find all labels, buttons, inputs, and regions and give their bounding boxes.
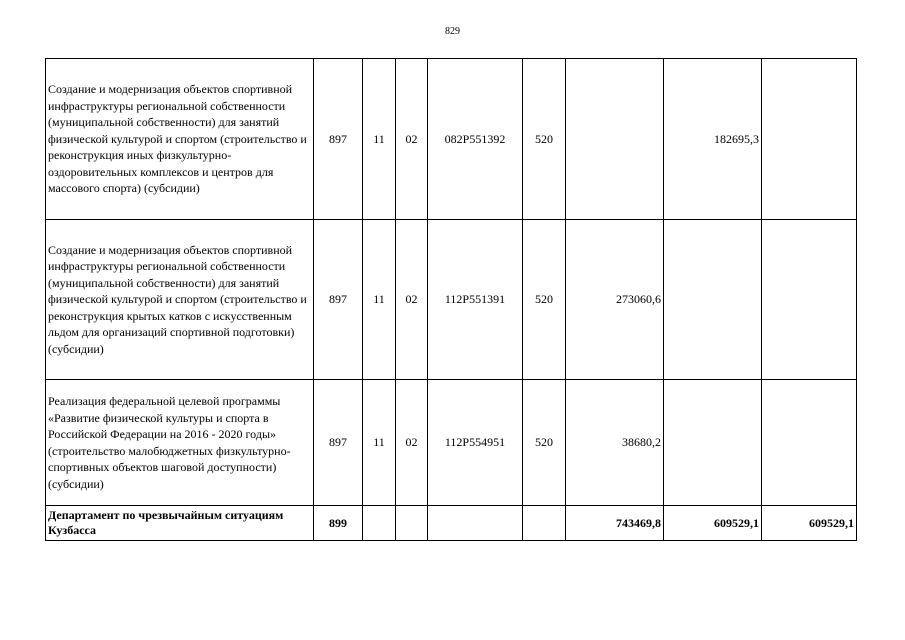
table-row <box>46 59 857 220</box>
sum1-cell: 743469,8 <box>566 506 664 541</box>
sum3-cell <box>762 380 857 506</box>
table-row <box>46 220 857 380</box>
csr-cell: 112P554951 <box>428 380 523 506</box>
page-number: 829 <box>445 26 460 37</box>
row-name-cell: Создание и модернизация объектов спортивной инфраструктуры региональной собственности (муниципальной собственности) для занятий физической культурой и спортом (строительство и реконструкция крытых катков с искусственным льдом для организаций спортивной подготовки) (субсидии) <box>46 220 314 380</box>
ved-cell: 897 <box>314 220 363 380</box>
pr-cell: 02 <box>396 220 428 380</box>
sum2-cell <box>664 220 762 380</box>
csr-cell <box>428 506 523 541</box>
pr-cell: 02 <box>396 59 428 220</box>
rz-cell: 11 <box>363 220 396 380</box>
row-name-cell: Департамент по чрезвычайным ситуациям Кузбасса <box>46 506 314 541</box>
sum2-cell: 182695,3 <box>664 59 762 220</box>
sum1-cell: 38680,2 <box>566 380 664 506</box>
sum3-cell: 609529,1 <box>762 506 857 541</box>
sum3-cell <box>762 59 857 220</box>
sum3-cell <box>762 220 857 380</box>
ved-cell: 899 <box>314 506 363 541</box>
ved-cell: 897 <box>314 380 363 506</box>
rz-cell: 11 <box>363 380 396 506</box>
vr-cell: 520 <box>523 59 566 220</box>
vr-cell: 520 <box>523 380 566 506</box>
sum2-cell: 609529,1 <box>664 506 762 541</box>
row-name-cell: Реализация федеральной целевой программы «Развитие физической культуры и спорта в Российской Федерации на 2016 - 2020 годы» (строительство малобюджетных физкультурно-спортивных объектов шаговой доступности) (субсидии) <box>46 380 314 506</box>
row-name-cell: Создание и модернизация объектов спортивной инфраструктуры региональной собственности (муниципальной собственности) для занятий физической культурой и спортом (строительство и реконструкция иных физкультурно-оздоровительных комплексов и центров для массового спорта) (субсидии) <box>46 59 314 220</box>
csr-cell: 112P551391 <box>428 220 523 380</box>
pr-cell <box>396 506 428 541</box>
sum1-cell: 273060,6 <box>566 220 664 380</box>
budget-table <box>45 58 857 541</box>
vr-cell <box>523 506 566 541</box>
table-row <box>46 380 857 506</box>
table-row <box>46 506 857 541</box>
rz-cell: 11 <box>363 59 396 220</box>
rz-cell <box>363 506 396 541</box>
csr-cell: 082P551392 <box>428 59 523 220</box>
vr-cell: 520 <box>523 220 566 380</box>
sum2-cell <box>664 380 762 506</box>
sum1-cell <box>566 59 664 220</box>
ved-cell: 897 <box>314 59 363 220</box>
pr-cell: 02 <box>396 380 428 506</box>
